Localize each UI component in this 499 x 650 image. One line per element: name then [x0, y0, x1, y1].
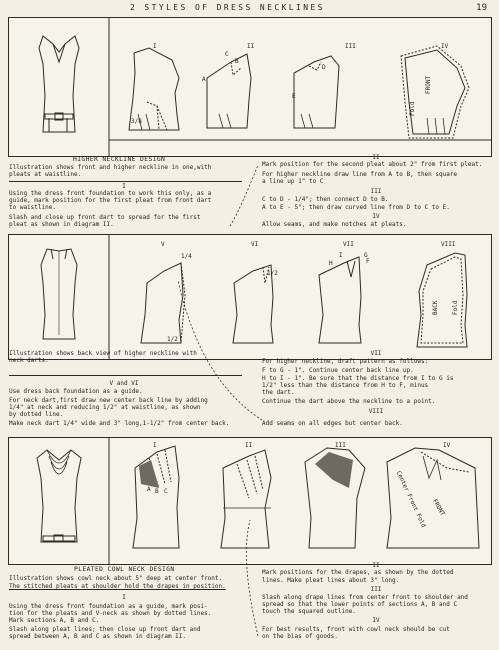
point-h-label: H [329, 260, 333, 267]
section2-divider [9, 375, 242, 376]
s3-left-line: tion for the pleats and V-neck as shown by dotted lines. [9, 610, 212, 617]
s3-right-line: spread so that the lower points of sections A, B and C [262, 601, 458, 608]
diagram-vii-pattern [319, 257, 361, 343]
s3-left-line: Illustration shows cowl neck about 5" deep at center front. [9, 575, 223, 582]
s3-left-line: Slash along pleat lines; then close up front dart and [9, 626, 201, 633]
cowl-neck-title: PLEATED COWL NECK DESIGN [74, 566, 175, 573]
measure-1-2-b: 1/2 [167, 336, 178, 343]
front-label: FRONT [430, 498, 447, 518]
s3-left-line: spread between A, B and C as shown in diagram II. [9, 633, 187, 640]
s2-left-line: Make neck dart 1/4" wide and 3" long,1-1/2" from center back. [9, 420, 230, 427]
diagram-cowl-ii-pattern [221, 450, 271, 548]
page-header [0, 3, 499, 17]
s1-left-line: pleat as shown in diagram II. [9, 221, 114, 228]
s2-left-line: For neck dart,first draw new center back line by adding [9, 397, 208, 404]
s3-right-line: Slash along drape lines from center front to shoulder and [262, 594, 468, 601]
cowl-neck-diagrams-panel [8, 437, 492, 565]
diagram-iii-label: III [345, 43, 356, 50]
s3-left-heading: I [122, 594, 126, 601]
s2-left-line: Use dress back foundation as a guide. [9, 388, 143, 395]
s1-right-line: C to D - 1/4"; then connect D to B. [262, 196, 389, 203]
s1-right-heading: III [370, 188, 382, 195]
diagram-viii-label: VIII [441, 241, 456, 248]
point-b-label: B [235, 58, 239, 65]
diagram-iv-pattern [401, 46, 469, 138]
page-number: 19 [476, 3, 487, 13]
diagram-iii-pattern [294, 56, 339, 128]
s1-left-line: Using the dress front foundation to work this only, as a [9, 190, 212, 197]
diagram-v-pattern [141, 263, 185, 343]
measure-1-2-a: 1/2 [267, 270, 278, 277]
dress-front-illustration [39, 36, 79, 132]
s3-right-heading: III [370, 586, 382, 593]
diagram-i-label: I [153, 43, 157, 50]
diagram-cowl-iii-pattern [305, 448, 365, 548]
point-i-label: I [339, 252, 343, 259]
s3-right-heading: II [372, 562, 380, 569]
s1-left-line: guide, mark position for the first pleat from front dart [9, 197, 212, 204]
cowl-diagram-ii-label: II [245, 442, 253, 449]
section-b-label: B [155, 488, 159, 495]
s1-left-line: to waistline. [9, 204, 56, 211]
s3-right-line: lines. Make pleat lines about 3" long. [262, 577, 400, 584]
measure-3-8: 3/8 [131, 118, 142, 125]
s3-left-line: The stitched pleats at shoulder hold the drapes in position. [9, 583, 226, 590]
center-front-fold-label: Center Front Fold [394, 470, 427, 529]
diagram-cowl-i-pattern [133, 446, 179, 548]
s2-right-line: For higher neckline, draft pattern as follows: [262, 358, 429, 365]
section-c-label: C [164, 488, 168, 495]
back-label: BACK [432, 300, 439, 315]
s2-right-line: 1/2" less than the distance from H to F, minus [262, 382, 429, 389]
s1-right-line: A to E - 5"; then draw curved line from D to C to E. [262, 204, 450, 211]
diagram-iv-label: IV [441, 43, 449, 50]
s3-right-line: For best results, front with cowl neck should be cut [262, 626, 450, 633]
cowl-diagram-iii-label: III [335, 442, 346, 449]
point-e-label: E [292, 93, 296, 100]
s2-right-heading: VIII [368, 408, 384, 415]
diagram-ii-label: II [247, 43, 255, 50]
fold-label: Fold [452, 300, 459, 315]
s1-right-line: Allow seams, and make notches at pleats. [262, 221, 407, 228]
back-neckline-diagrams-panel [8, 234, 492, 360]
point-c-label: C [225, 51, 229, 58]
section-a-label: A [147, 486, 151, 493]
s2-left-line: by dotted line. [9, 411, 64, 418]
s3-right-heading: IV [372, 617, 380, 624]
s2-right-heading: VII [370, 350, 382, 357]
s1-right-heading: II [372, 154, 380, 161]
s2-right-line: Continue the dart above the neckline to a point. [262, 398, 436, 405]
diagram-v-label: V [161, 241, 165, 248]
fold-label: Fold [409, 101, 416, 116]
diagram-vii-label: VII [343, 241, 354, 248]
s1-right-heading: IV [372, 213, 380, 220]
diagram-viii-pattern [417, 253, 467, 347]
diagram-vi-label: VI [251, 241, 259, 248]
point-g-label: G [364, 252, 368, 259]
dress-back-illustration [41, 249, 77, 339]
section1-divider [9, 181, 242, 182]
s1-left-line: Illustration shows front and higher neckline in one,with [9, 164, 212, 171]
s2-right-line: the dart. [262, 389, 295, 396]
s1-right-line: a line up 1" to C [262, 178, 324, 185]
page-title: 2 STYLES OF DRESS NECKLINES [130, 3, 325, 12]
s2-left-line: Illustration shows back view of higher neckline with [9, 350, 197, 357]
s3-left-line: Mark sections A, B and C. [9, 617, 100, 624]
s2-left-line: neck darts. [9, 357, 49, 364]
s3-right-line: on the bias of goods. [262, 633, 338, 640]
s3-right-line: Mark positions for the drapes, as shown by the dotted [262, 569, 454, 576]
diagram-ii-pattern [207, 54, 251, 128]
s2-left-line: 1/4" at neck and reducing 1/2" at waistline, as shown [9, 404, 201, 411]
measure-1-4: 1/4 [181, 253, 192, 260]
higher-neckline-title: HIGHER NECKLINE DESIGN [73, 156, 166, 163]
s1-right-line: For higher neckline draw line from A to B, then square [262, 171, 458, 178]
s3-right-line: touch the squared outline. [262, 608, 356, 615]
front-label: FRONT [425, 75, 432, 94]
point-d-label: D [322, 64, 326, 71]
s1-left-line: Slash and close up front dart to spread for the first [9, 214, 201, 221]
cowl-diagram-i-label: I [153, 442, 157, 449]
higher-neckline-diagrams-panel [8, 17, 492, 157]
s2-right-line: F to G - 1". Continue center back line up. [262, 367, 414, 374]
s1-left-line: pleats at waistline. [9, 171, 82, 178]
point-f-label: F [366, 258, 370, 265]
cowl-diagram-iv-label: IV [443, 442, 451, 449]
s1-right-line: Mark position for the second pleat about 2" from first pleat. [262, 161, 483, 168]
diagram-cowl-iv-pattern [387, 448, 479, 548]
dress-cowl-illustration [37, 450, 81, 542]
s2-left-heading: V and VI [109, 380, 139, 387]
s2-right-line: H to I - 1". Be sure that the distance from I to G is [262, 375, 454, 382]
s2-right-line: Add seams on all edges but center back. [262, 420, 403, 427]
s1-left-heading: I [122, 183, 126, 190]
point-a-label: A [202, 76, 206, 83]
s3-left-line: Using the dress front foundation as a guide, mark posi- [9, 603, 208, 610]
